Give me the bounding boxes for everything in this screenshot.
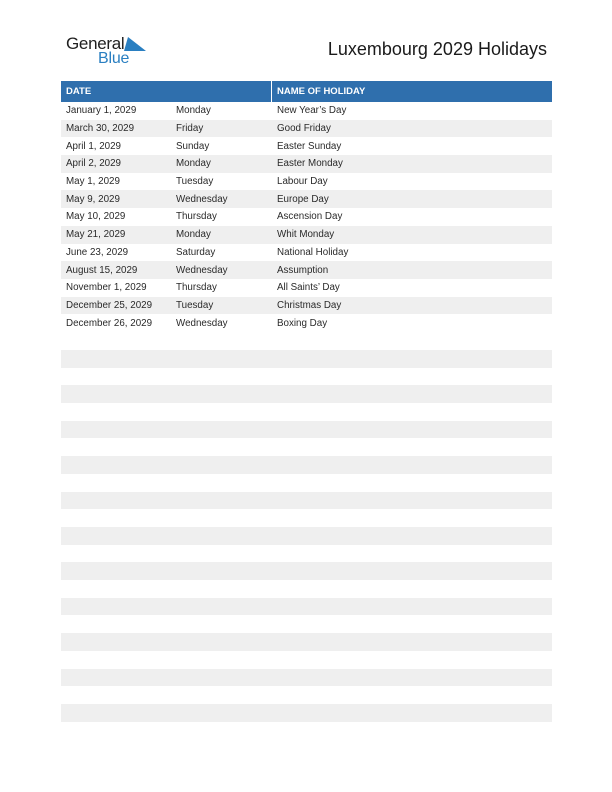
logo-triangle-icon <box>124 37 146 51</box>
holiday-date: December 25, 2029 <box>66 299 153 311</box>
empty-row <box>61 350 552 368</box>
table-body <box>61 102 552 332</box>
empty-rows <box>61 350 552 739</box>
empty-row <box>61 385 552 403</box>
holiday-weekday: Wednesday <box>176 193 228 205</box>
table-row <box>61 190 552 208</box>
holiday-weekday: Wednesday <box>176 317 228 329</box>
holiday-date: May 10, 2029 <box>66 211 126 223</box>
holiday-weekday: Friday <box>176 123 204 135</box>
table-row <box>61 155 552 173</box>
holiday-date: August 15, 2029 <box>66 264 138 276</box>
logo-text-blue: Blue <box>98 50 130 67</box>
holiday-name: Assumption <box>277 264 329 276</box>
holiday-weekday: Monday <box>176 105 211 117</box>
logo-text-general: General <box>66 34 125 53</box>
table-row <box>61 102 552 120</box>
table-row <box>61 279 552 297</box>
table-row <box>61 120 552 138</box>
empty-row <box>61 421 552 439</box>
holiday-name: New Year’s Day <box>277 105 347 117</box>
empty-row <box>61 704 552 722</box>
holiday-name: National Holiday <box>277 246 349 258</box>
empty-row <box>61 633 552 651</box>
empty-row <box>61 598 552 616</box>
empty-row <box>61 492 552 510</box>
holiday-name: Labour Day <box>277 176 328 188</box>
holiday-name: Easter Sunday <box>277 140 342 152</box>
table-row <box>61 173 552 191</box>
holiday-weekday: Saturday <box>176 246 216 258</box>
table-row <box>61 208 552 226</box>
holiday-name: Whit Monday <box>277 229 335 241</box>
empty-row <box>61 527 552 545</box>
holiday-date: June 23, 2029 <box>66 246 129 258</box>
holiday-name: Christmas Day <box>277 299 342 311</box>
holiday-name: Easter Monday <box>277 158 343 170</box>
table-row <box>61 314 552 332</box>
header-holiday-name: NAME OF HOLIDAY <box>277 86 366 97</box>
holiday-date: May 9, 2029 <box>66 193 120 205</box>
holiday-weekday: Sunday <box>176 140 210 152</box>
page-title: Luxembourg 2029 Holidays <box>327 39 547 59</box>
holiday-name: Good Friday <box>277 123 331 135</box>
holiday-name: Boxing Day <box>277 317 328 329</box>
header-date: DATE <box>66 86 92 97</box>
empty-row <box>61 562 552 580</box>
holiday-date: April 2, 2029 <box>66 158 122 170</box>
holiday-weekday: Monday <box>176 158 211 170</box>
empty-row <box>61 669 552 687</box>
table-row <box>61 244 552 262</box>
holiday-weekday: Tuesday <box>176 176 214 188</box>
holiday-weekday: Wednesday <box>176 264 228 276</box>
holiday-table <box>61 81 552 332</box>
holiday-date: January 1, 2029 <box>66 105 137 117</box>
empty-row <box>61 456 552 474</box>
holiday-date: April 1, 2029 <box>66 140 122 152</box>
holiday-date: December 26, 2029 <box>66 317 153 329</box>
holiday-name: Europe Day <box>277 193 329 205</box>
holiday-weekday: Thursday <box>176 211 217 223</box>
holiday-weekday: Tuesday <box>176 299 214 311</box>
holiday-date: May 21, 2029 <box>66 229 126 241</box>
holiday-date: May 1, 2029 <box>66 176 120 188</box>
table-header <box>61 81 552 102</box>
table-row <box>61 297 552 315</box>
generalblue-logo <box>66 34 156 68</box>
holiday-name: All Saints’ Day <box>277 282 340 294</box>
holiday-weekday: Thursday <box>176 282 217 294</box>
holiday-weekday: Monday <box>176 229 211 241</box>
table-row <box>61 261 552 279</box>
table-row <box>61 137 552 155</box>
table-row <box>61 226 552 244</box>
holiday-date: March 30, 2029 <box>66 123 135 135</box>
holiday-date: November 1, 2029 <box>66 282 147 294</box>
holiday-name: Ascension Day <box>277 211 343 223</box>
